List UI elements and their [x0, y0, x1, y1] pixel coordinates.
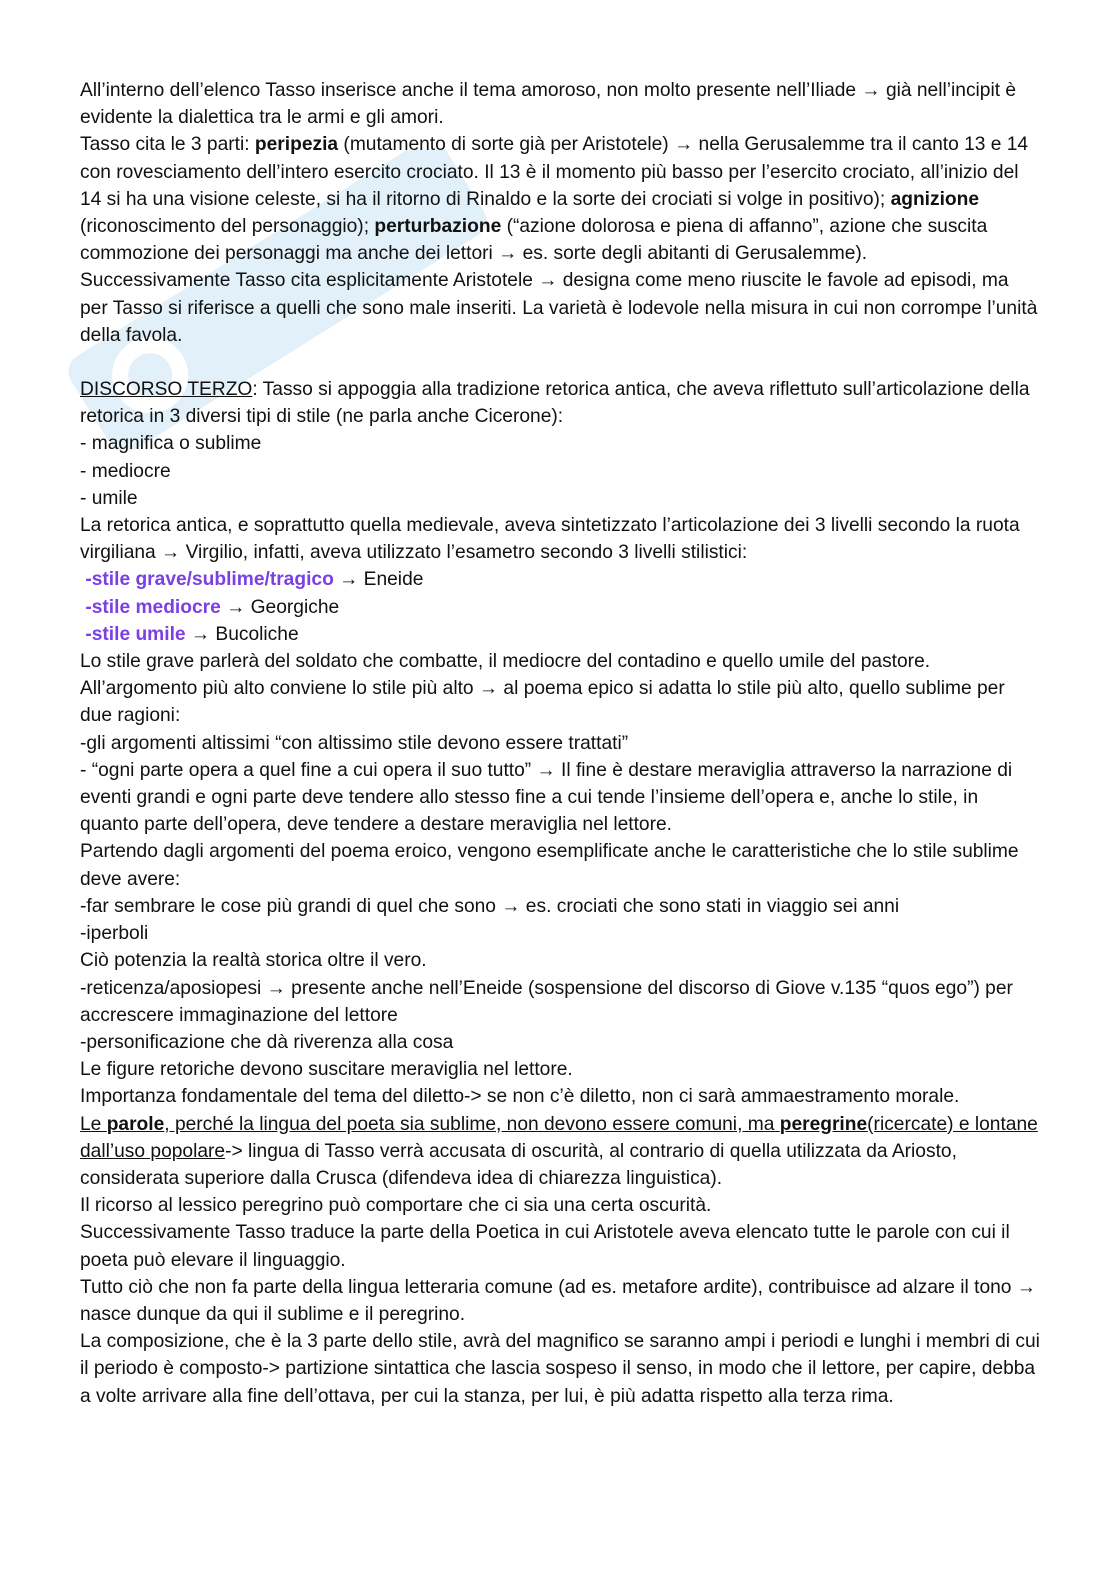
paragraph-tema-amoroso: All’interno dell’elenco Tasso inserisce anche il tema amoroso, non molto presente nell’Iliade → già nell’incipit è evidente la dialettica tra le armi e gli amori.: [80, 80, 1017, 129]
paragraph-poema-eroico: Partendo dagli argomenti del poema eroico, vengono esemplificate anche le caratteristiche che lo stile sublime deve avere:: [80, 841, 1019, 890]
list-item-wheel: -stile umile → Bucoliche: [85, 623, 299, 645]
term-parole: parole: [106, 1113, 165, 1135]
term-peregrine: peregrine: [779, 1113, 868, 1135]
paragraph-discorso-terzo: DISCORSO TERZO: Tasso si appoggia alla tradizione retorica antica, che aveva riflettuto sull’articolazione della retorica in 3 diversi tipi di stile (ne parla anche Cicerone):: [80, 379, 1030, 428]
list-item-wheel: -stile mediocre → Georgiche: [85, 596, 340, 618]
paragraph-diletto: Importanza fondamentale del tema del diletto-> se non c’è diletto, non ci sarà ammaestramento morale.: [80, 1086, 960, 1108]
paragraph-aristotele-episodi: Successivamente Tasso cita esplicitamente Aristotele → designa come meno riuscite le favole ad episodi, ma per Tasso si riferisce a quelli che sono male inseriti. La varietà è lodevole nella misura in cui non corrompe l’unità della favola.: [80, 270, 1038, 346]
list-item-style: - mediocre: [80, 460, 171, 482]
section-heading-discorso-terzo: DISCORSO TERZO: [80, 379, 253, 401]
paragraph-poetica: Successivamente Tasso traduce la parte della Poetica in cui Aristotele aveva elencato tutte le parole con cui il poeta può elevare il linguaggio.: [80, 1222, 1010, 1271]
list-item-reason: - “ogni parte opera a quel fine a cui opera il suo tutto” → Il fine è destare meraviglia attraverso la narrazione di eventi grandi e ogni parte deve tendere allo stesso fine a cui tende l’insieme dell’opera e, anche lo stile, in quanto parte dell’opera, deve tendere a destare meraviglia nel lettore.: [80, 759, 1013, 836]
term-peripezia: peripezia: [254, 134, 339, 156]
paragraph-tre-parti: Tasso cita le 3 parti: peripezia (mutamento di sorte già per Aristotele) → nella Gerusalemme tra il canto 13 e 14 con rovesciamento dell’intero esercito crociato. Il 13 è il momento più basso per l’esercito crociato, all’inizio del 14 si ha una visione celeste, si ha il ritorno di Rinaldo e la sorte dei crociati si volge in positivo); agnizione (riconoscimento del personaggio); perturbazione (“azione dolorosa e piena di affanno”, azione che suscita commozione dei personaggi ma anche dei lettori → es. sorte degli abitanti di Gerusalemme).: [80, 134, 1029, 265]
paragraph-lingua-letteraria: Tutto ciò che non fa parte della lingua letteraria comune (ad es. metafore ardite), contribuisce ad alzare il tono → nasce dunque da qui il sublime e il peregrino.: [80, 1276, 1036, 1325]
paragraph-figure-retoriche: Le figure retoriche devono suscitare meraviglia nel lettore.: [80, 1059, 573, 1081]
paragraph-ruota-virgiliana: La retorica antica, e soprattutto quella medievale, aveva sintetizzato l’articolazione dei 3 livelli secondo la ruota virgiliana → Virgilio, infatti, aveva utilizzato l’esametro secondo 3 livelli stilistici:: [80, 515, 1020, 564]
list-item-feature: Ciò potenzia la realtà storica oltre il vero.: [80, 950, 427, 972]
paragraph-lessico-peregrino: Il ricorso al lessico peregrino può comportare che ci sia una certa oscurità.: [80, 1195, 712, 1217]
paragraph-argomento-alto: All’argomento più alto conviene lo stile più alto → al poema epico si adatta lo stile più alto, quello sublime per due ragioni:: [80, 678, 1005, 727]
list-item-feature: -reticenza/aposiopesi → presente anche nell’Eneide (sospensione del discorso di Giove v.135 “quos ego”) per accrescere immaginazione del lettore: [80, 977, 1013, 1026]
style-label-grave: -stile grave/sublime/tragico: [85, 569, 334, 591]
term-perturbazione: perturbazione: [374, 216, 502, 238]
paragraph-stile-grave: Lo stile grave parlerà del soldato che combatte, il mediocre del contadino e quello umile del pastore.: [80, 651, 931, 673]
list-item-style: - magnifica o sublime: [80, 433, 262, 455]
list-item-feature: -personificazione che dà riverenza alla cosa: [80, 1031, 454, 1053]
term-agnizione: agnizione: [890, 188, 980, 210]
list-item-style: - umile: [80, 487, 138, 509]
style-label-umile: -stile umile: [85, 623, 186, 645]
paragraph-composizione: La composizione, che è la 3 parte dello stile, avrà del magnifico se saranno ampi i periodi e lunghi i membri di cui il periodo è composto-> partizione sintattica che lascia sospeso il senso, in modo che il lettore, per capire, debba a volte arrivare alla fine dell’ottava, per cui la stanza, per lui, è più adatta rispetto alla terza rima.: [80, 1331, 1040, 1407]
list-item-feature: -far sembrare le cose più grandi di quel che sono → es. crociati che sono stati in viaggio sei anni: [80, 895, 900, 917]
paragraph-parole-peregrine: Le parole, perché la lingua del poeta sia sublime, non devono essere comuni, ma peregrine(ricercate) e lontane dall’uso popolare-> lingua di Tasso verrà accusata di oscurità, al contrario di quella utilizzata da Ariosto, considerata superiore dalla Crusca (difendeva idea di chiarezza linguistica).: [80, 1113, 1038, 1189]
style-label-mediocre: -stile mediocre: [85, 596, 221, 618]
list-item-wheel: -stile grave/sublime/tragico → Eneide: [85, 569, 424, 591]
paragraph-gap: [80, 349, 1040, 376]
document-body: [80, 77, 1040, 1410]
list-item-reason: -gli argomenti altissimi “con altissimo stile devono essere trattati”: [80, 732, 629, 754]
list-item-feature: -iperboli: [80, 923, 149, 945]
